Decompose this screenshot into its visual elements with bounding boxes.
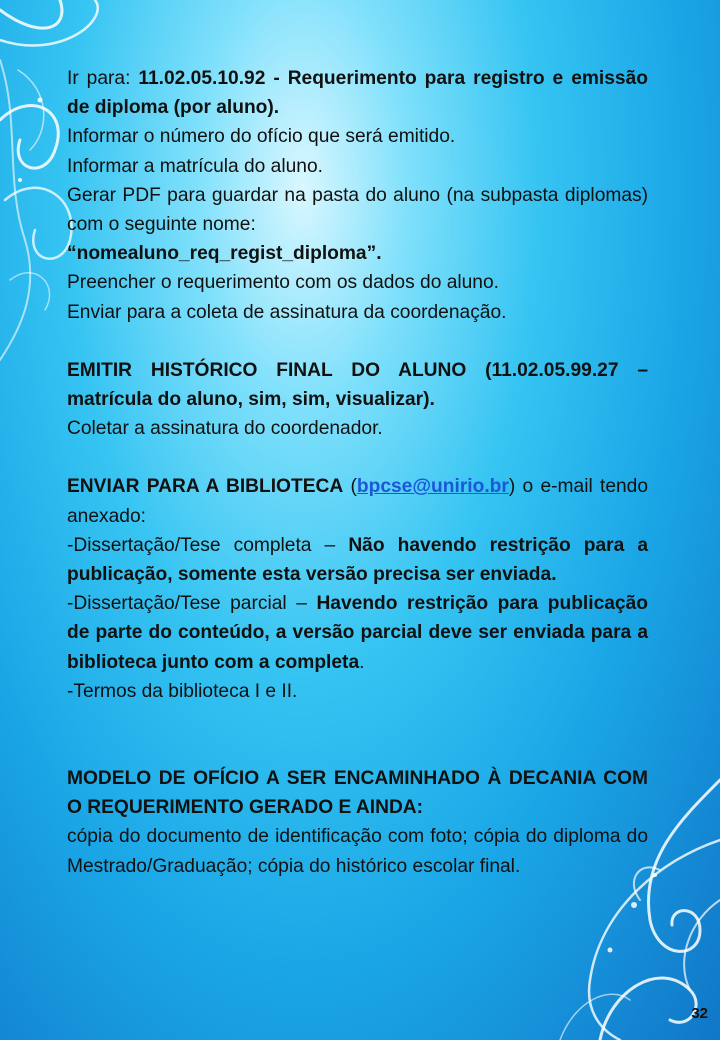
attachment-library-terms: -Termos da biblioteca I e II. — [67, 680, 298, 702]
library-email-link[interactable]: bpcse@unirio.br — [356, 476, 509, 498]
instruction-goto-requirement: Ir para: 11.02.05.10.92 - Requerimento para registro e emissão de diploma (por aluno). — [67, 68, 648, 119]
instruction-inform-registration: Informar a matrícula do aluno. — [67, 155, 323, 177]
attachment-partial-thesis: -Dissertação/Tese parcial – Havendo restrição para publicação de parte do conteúdo, a versão parcial deve ser enviada para a biblioteca junto com a completa. — [67, 593, 648, 673]
instruction-fill-requirement: Preencher o requerimento com os dados do aluno. — [67, 272, 499, 294]
instruction-inform-office-number: Informar o número do ofício que será emitido. — [67, 126, 456, 148]
section-heading-final-transcript: EMITIR HISTÓRICO FINAL DO ALUNO (11.02.05.99.27 – matrícula do aluno, sim, sim, visualizar). — [67, 359, 648, 411]
attachment-full-thesis: -Dissertação/Tese completa – Não havendo restrição para a publicação, somente esta versão precisa ser enviada. — [67, 534, 649, 586]
required-copies-list: cópia do documento de identificação com foto; cópia do diploma do Mestrado/Graduação; cópia do histórico escolar final. — [67, 826, 648, 877]
section-heading-library: ENVIAR PARA A BIBLIOTECA (bpcse@unirio.br) o e-mail tendo anexado: — [67, 476, 648, 527]
pdf-filename: “nomealuno_req_regist_diploma”. — [67, 243, 382, 265]
instruction-send-signature: Enviar para a coleta de assinatura da coordenação. — [67, 301, 507, 323]
instruction-generate-pdf: Gerar PDF para guardar na pasta do aluno (na subpasta diplomas) com o seguinte nome: — [67, 184, 648, 236]
requirement-code-title: 11.02.05.10.92 - Requerimento para registro e emissão de diploma (por aluno). — [67, 68, 648, 119]
page-number: 32 — [691, 1005, 708, 1022]
instruction-collect-signature: Coletar a assinatura do coordenador. — [67, 418, 383, 440]
section-heading-office-model: MODELO DE OFÍCIO A SER ENCAMINHADO À DECANIA COM O REQUERIMENTO GERADO E AINDA: — [67, 768, 648, 819]
document-body — [67, 64, 648, 881]
